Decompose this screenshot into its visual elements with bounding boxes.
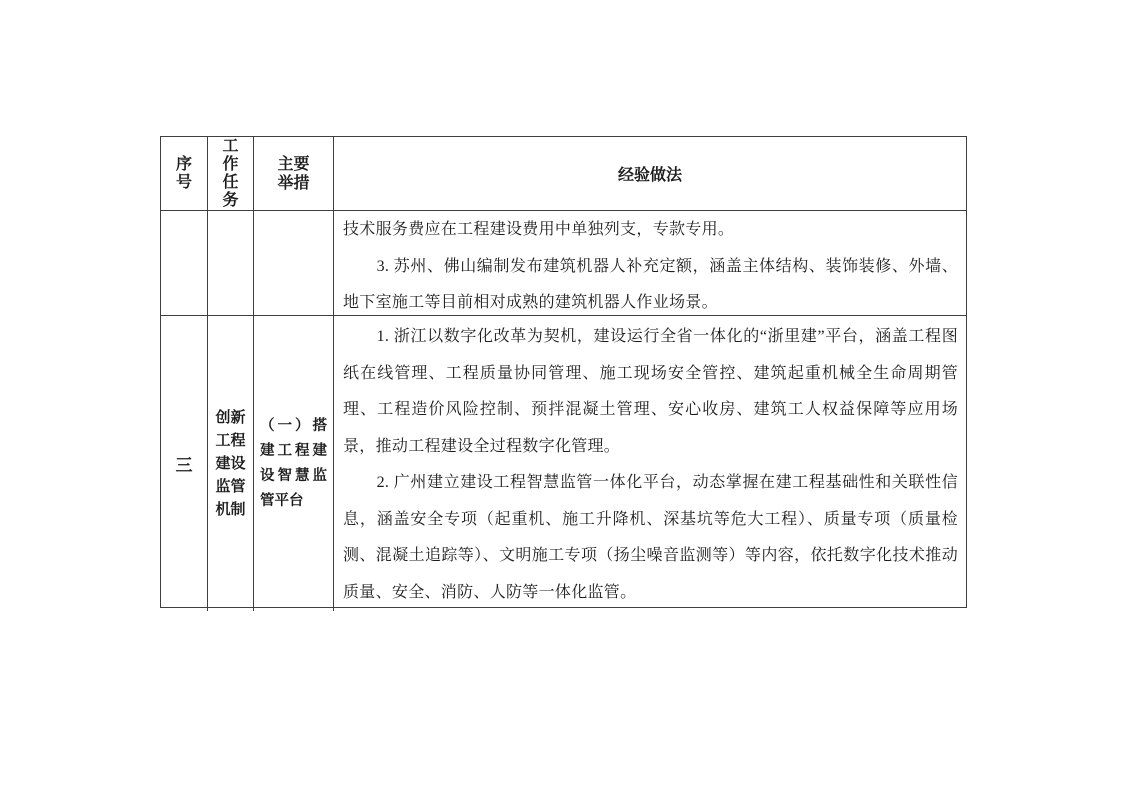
header-label-task: 工作任务 <box>222 137 239 209</box>
row2-measure: （一）搭建工程建设智慧监管平台 <box>260 417 327 509</box>
row2-experience-cell <box>334 316 966 611</box>
row2-measure-cell <box>254 316 334 611</box>
row1-measure-cell <box>254 211 334 316</box>
row1-index-cell <box>161 211 208 316</box>
row1-experience-paragraph: 3. 苏州、佛山编制发布建筑机器人补充定额，涵盖主体结构、装饰装修、外墙、地下室施工等目前相对成熟的建筑机器人作业场景。 <box>343 257 958 311</box>
header-label-index: 序号 <box>175 155 192 191</box>
header-label-experience: 经验做法 <box>617 167 682 184</box>
row1-experience-cell <box>334 211 966 316</box>
header-label-measure: 主要举措 <box>277 155 310 192</box>
header-cell-experience <box>334 137 966 211</box>
row2-index: 三 <box>175 456 193 475</box>
row1-experience-paragraph: 技术服务费应在工程建设费用中单独列支，专款专用。 <box>343 221 735 238</box>
row2-experience-paragraph: 1. 浙江以数字化改革为契机，建设运行全省一体化的“浙里建”平台，涵盖工程图纸在线管理、工程质量协同管理、施工现场安全管控、建筑起重机械全生命周期管理、工程造价风险控制、预拌混凝土管理、安心收房、建筑工人权益保障等应用场景，推动工程建设全过程数字化管理。 <box>343 328 958 455</box>
row2-task: 创新工程建设监管机制 <box>215 409 246 518</box>
row2-task-cell <box>208 316 254 611</box>
row2-experience-paragraph: 2. 广州建立建设工程智慧监管一体化平台，动态掌握在建工程基础性和关联性信息，涵盖安全专项（起重机、施工升降机、深基坑等危大工程）、质量专项（质量检测、混凝土追踪等）、文明施工专项（扬尘噪音监测等）等内容，依托数字化技术推动质量、安全、消防、人防等一体化监管。 <box>343 474 958 601</box>
header-cell-index <box>161 137 208 211</box>
experience-table <box>160 136 967 608</box>
header-cell-measure <box>254 137 334 211</box>
row1-task-cell <box>208 211 254 316</box>
row2-index-cell <box>161 316 208 611</box>
header-cell-task <box>208 137 254 211</box>
